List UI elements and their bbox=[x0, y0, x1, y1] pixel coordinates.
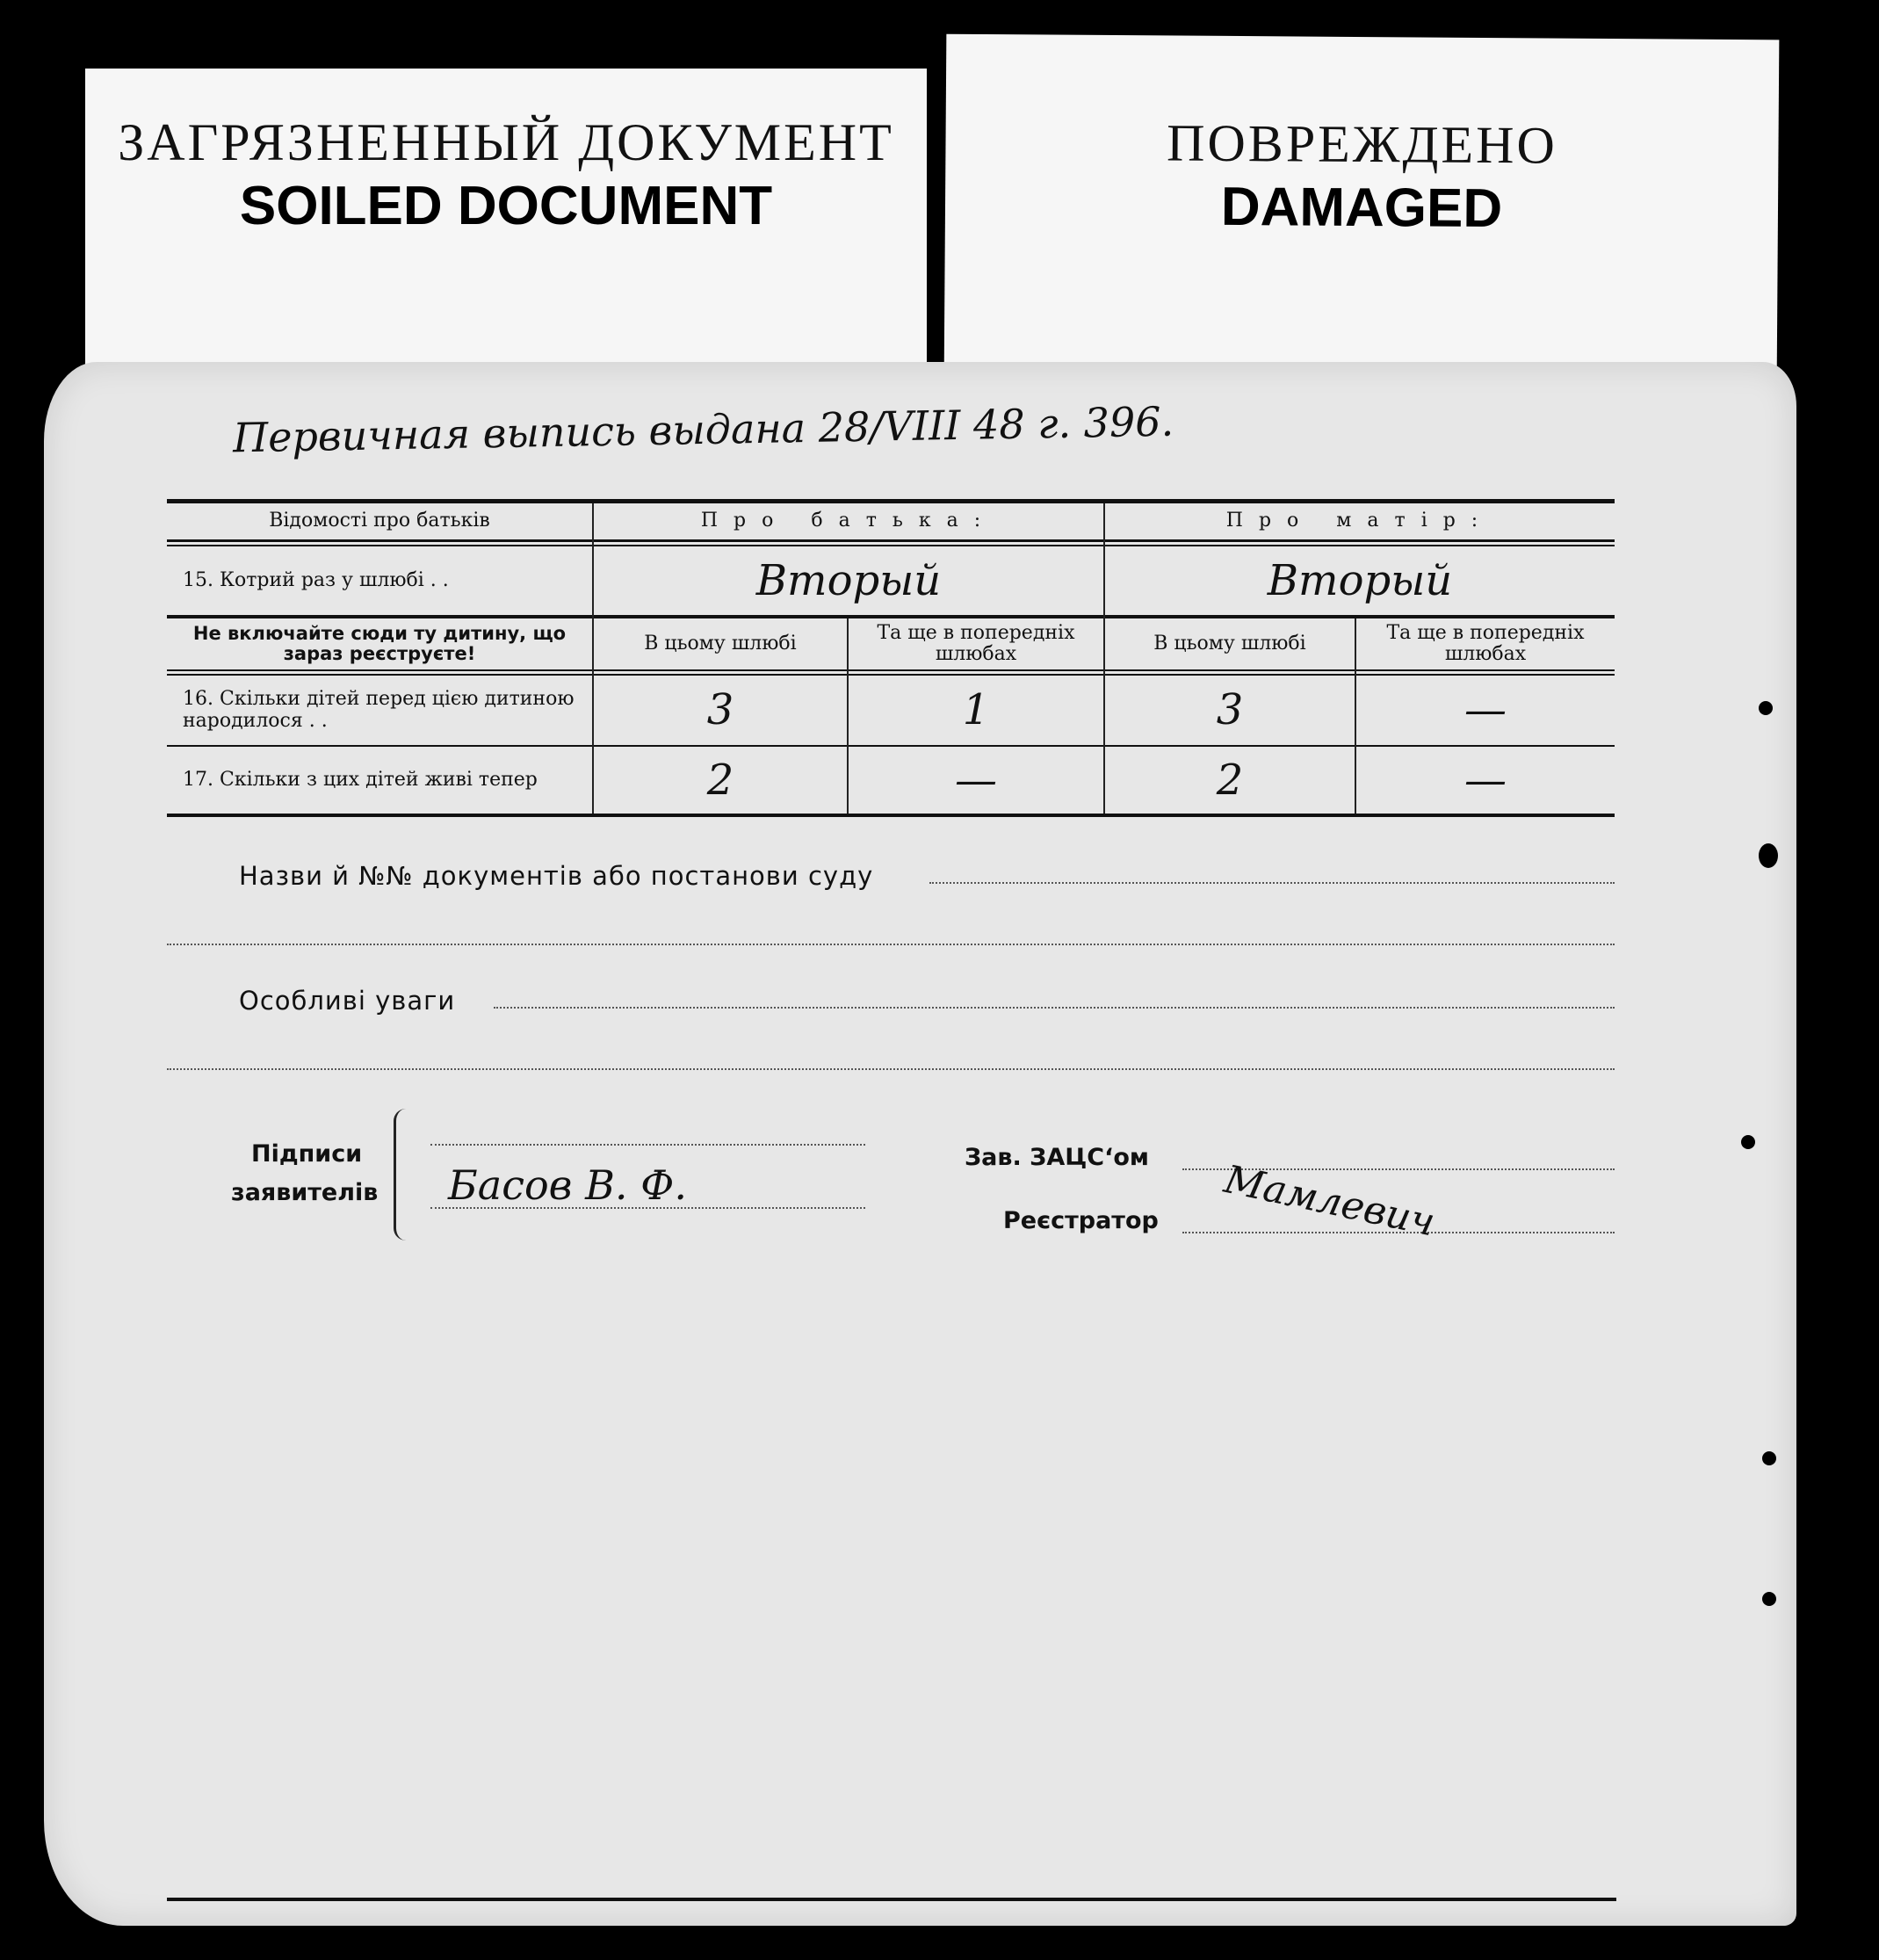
remarks-line-1 bbox=[494, 1007, 1615, 1009]
registrar-signature: Мамлевич bbox=[1220, 1157, 1439, 1246]
soiled-label-en: SOILED DOCUMENT bbox=[239, 176, 773, 236]
table-header-rule bbox=[167, 539, 1615, 542]
punch-hole-mark bbox=[1759, 843, 1778, 868]
remarks-label: Особливі уваги bbox=[239, 986, 456, 1016]
father-current-marriage-header: В цьому шлюбі bbox=[644, 632, 797, 655]
soiled-document-label bbox=[85, 69, 927, 395]
signatures-brace bbox=[394, 1109, 412, 1240]
father-previous-marriages-header: Та ще в попередніх шлюбах bbox=[877, 621, 1075, 665]
row17-mother-previous: — bbox=[1464, 755, 1507, 805]
row17-father-current: 2 bbox=[706, 755, 734, 805]
registrar-label: Реєстратор bbox=[1003, 1207, 1159, 1234]
damaged-label-ru: ПОВРЕЖДЕНО bbox=[1166, 113, 1558, 175]
row16-mother-current: 3 bbox=[1216, 685, 1244, 735]
applicant-signature: Басов В. Ф. bbox=[448, 1161, 687, 1209]
applicant-signature-line-1 bbox=[430, 1144, 865, 1146]
row16-father-current: 3 bbox=[706, 685, 734, 735]
table-subheader-rule bbox=[167, 669, 1615, 671]
document-sheet bbox=[44, 362, 1796, 1926]
punch-hole-mark bbox=[1762, 1451, 1776, 1465]
documents-line-2 bbox=[167, 944, 1615, 945]
punch-hole-mark bbox=[1741, 1135, 1755, 1149]
header-parents-info: Відомості про батьків bbox=[269, 510, 490, 532]
signatures-label-line-1: Підписи bbox=[251, 1140, 363, 1168]
row17-father-previous: — bbox=[955, 755, 997, 805]
row17-label: 17. Скільки з цих дітей живі тепер bbox=[183, 768, 538, 791]
head-zags-label: Зав. ЗАЦС‘ом bbox=[965, 1144, 1149, 1171]
punch-hole-mark bbox=[1759, 701, 1773, 715]
row15-mother-value: Вторый bbox=[1267, 555, 1453, 605]
damaged-document-label bbox=[944, 34, 1780, 383]
row16-label: 16. Скільки дітей перед цією дитиною народилося . . bbox=[183, 688, 575, 732]
header-about-father: Про батька: bbox=[700, 510, 997, 532]
row15-label: 15. Котрий раз у шлюбі . . bbox=[183, 568, 449, 591]
row16-mother-previous: — bbox=[1464, 685, 1507, 735]
remarks-line-2 bbox=[167, 1068, 1615, 1070]
parents-info-table bbox=[167, 499, 1615, 817]
mother-current-marriage-header: В цьому шлюбі bbox=[1153, 632, 1306, 655]
row16-father-previous: 1 bbox=[962, 685, 990, 735]
mother-previous-marriages-header: Та ще в попередніх шлюбах bbox=[1386, 621, 1585, 665]
punch-hole-mark bbox=[1762, 1592, 1776, 1606]
signatures-label-line-2: заявителів bbox=[231, 1179, 379, 1206]
documents-line-1 bbox=[929, 882, 1615, 884]
table-bottom-rule bbox=[167, 814, 1615, 817]
row17-mother-current: 2 bbox=[1216, 755, 1244, 805]
exclude-child-warning: Не включайте сюди ту дитину, що зараз реєструєте! bbox=[192, 622, 567, 664]
documents-label: Назви й №№ документів або постанови суду bbox=[239, 861, 874, 891]
soiled-label-ru: ЗАГРЯЗНЕННЫЙ ДОКУМЕНТ bbox=[118, 113, 894, 171]
damaged-label-en: DAMAGED bbox=[1220, 176, 1503, 240]
header-about-mother: Про матір: bbox=[1225, 510, 1494, 532]
row15-father-value: Вторый bbox=[755, 555, 942, 605]
top-handwritten-note: Первичная выпись выдана 28/VIII 48 г. 396. bbox=[232, 397, 1174, 462]
bottom-rule bbox=[167, 1898, 1616, 1901]
